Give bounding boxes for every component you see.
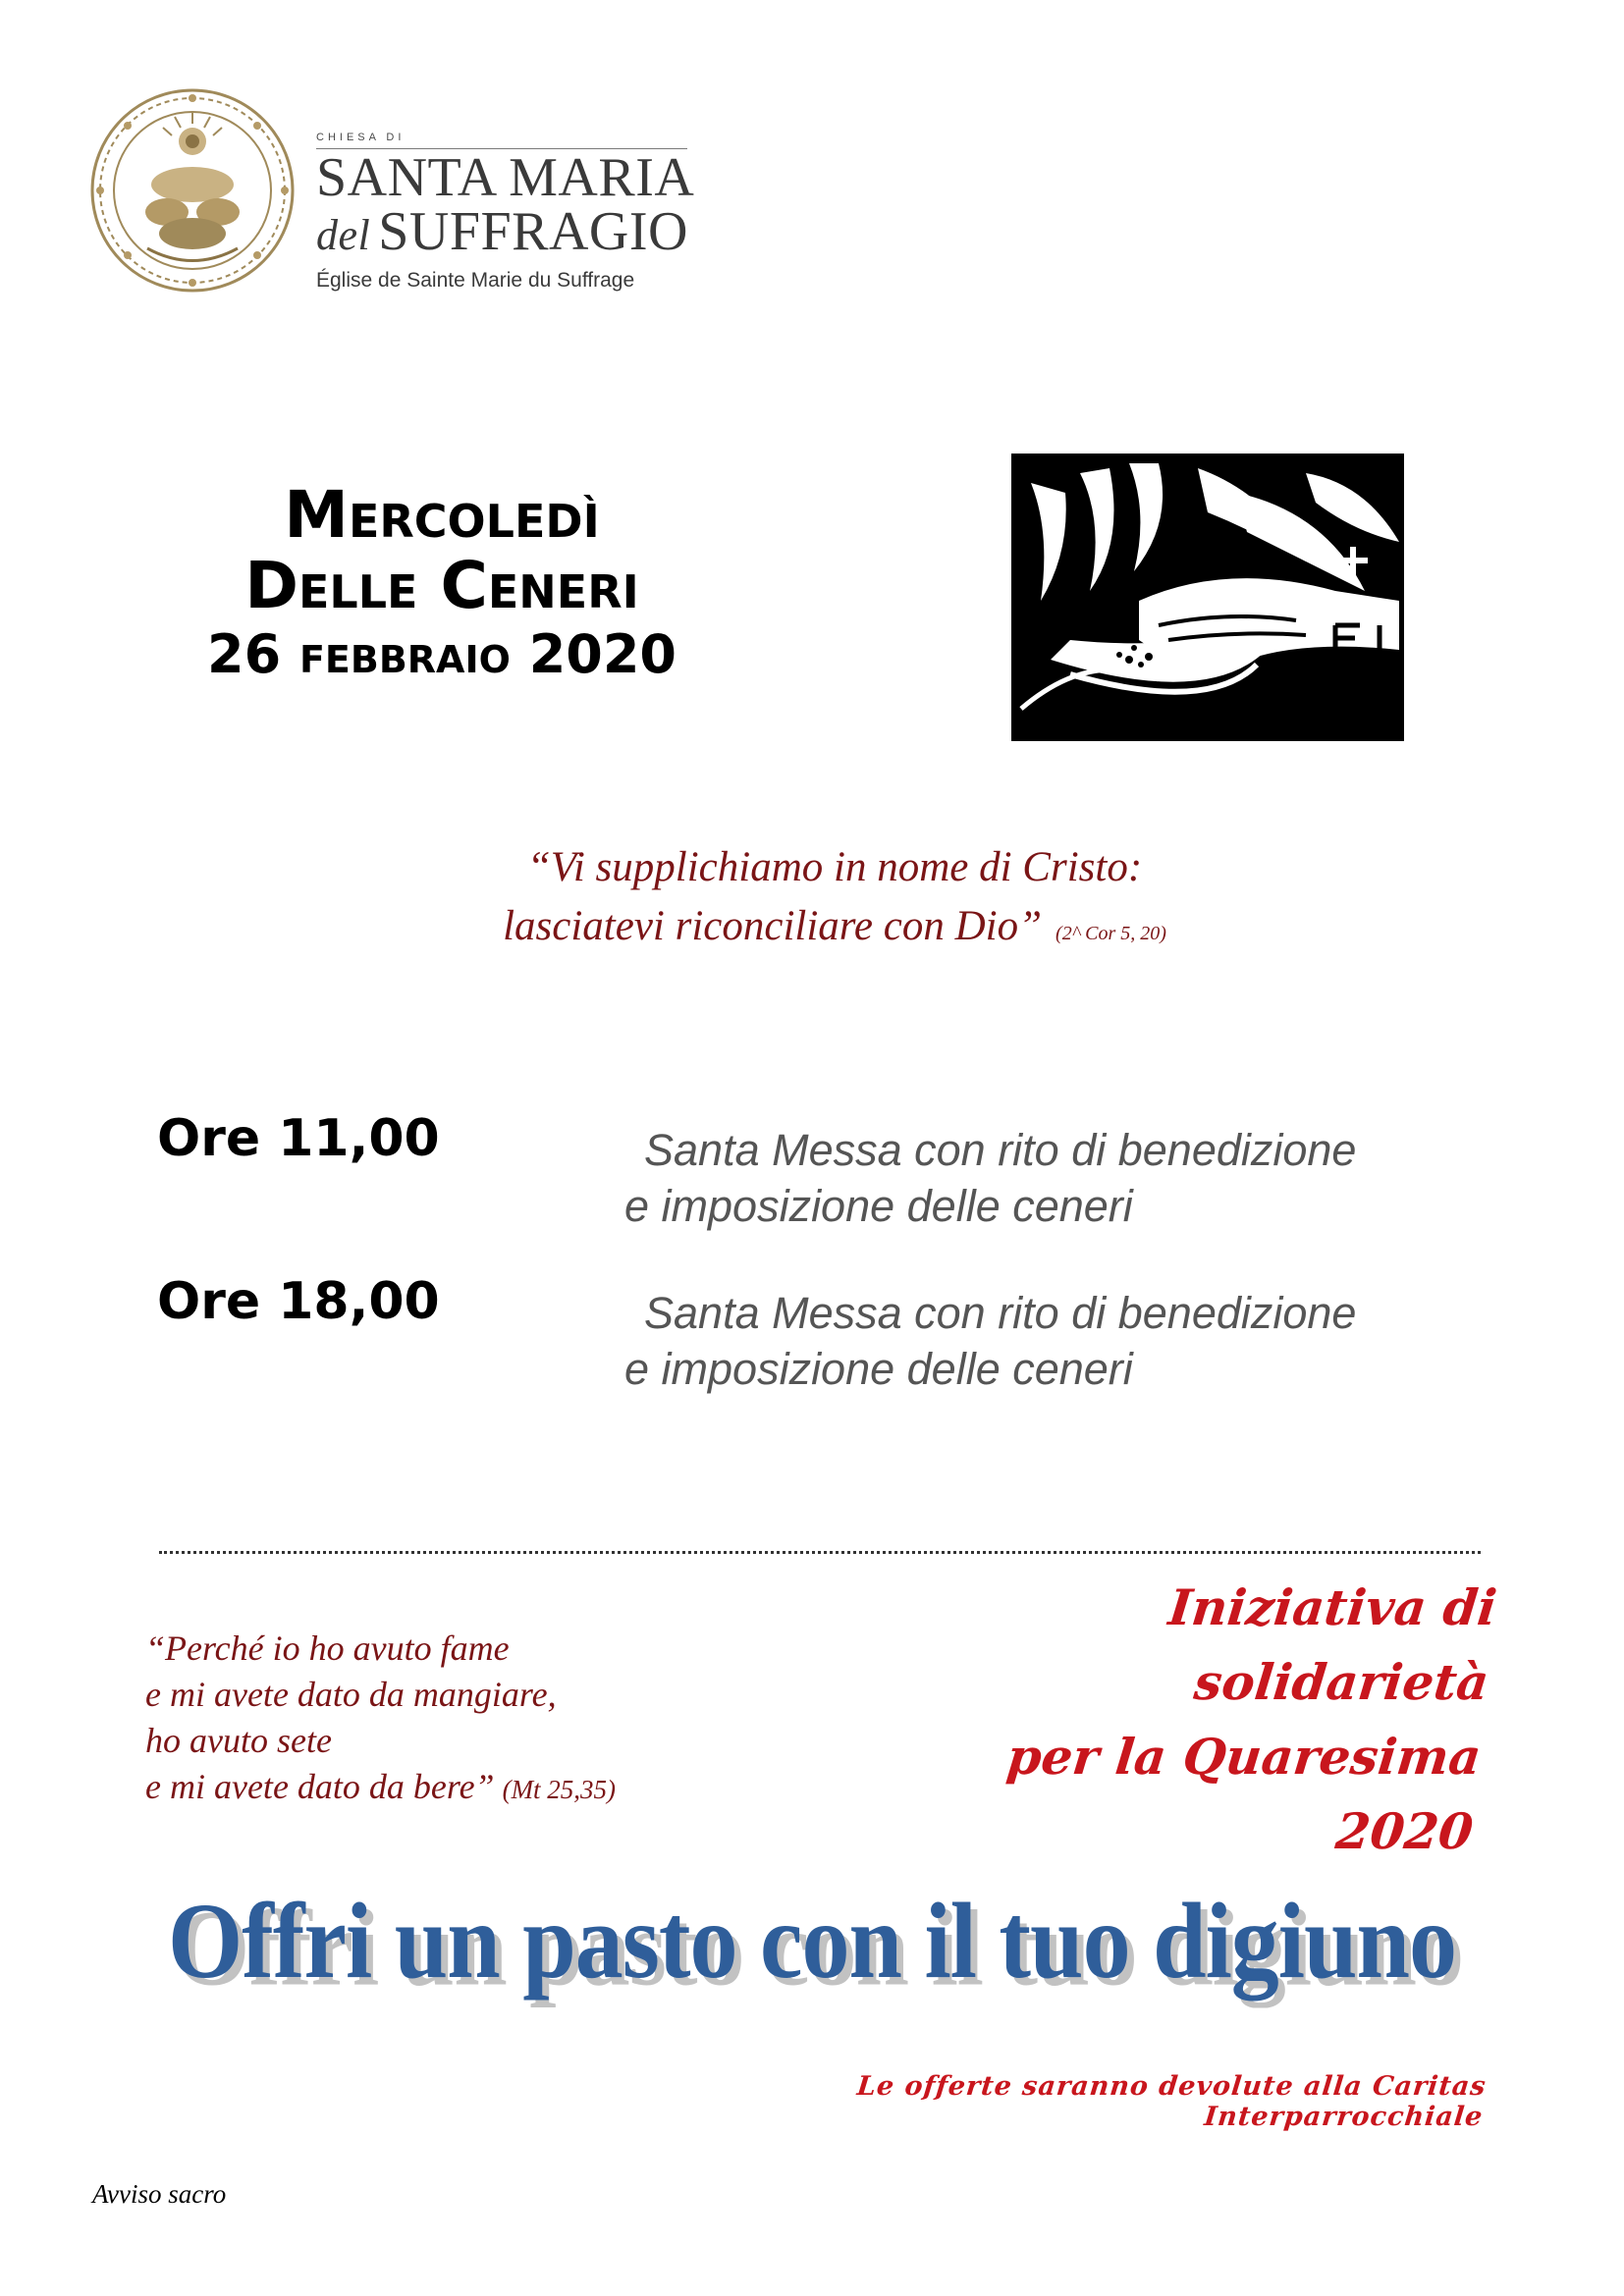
- title-line1: Mercoledì: [284, 477, 600, 553]
- quote-line1: “Vi supplichiamo in nome di Cristo:: [526, 844, 1143, 890]
- footer-notice: Avviso sacro: [92, 2179, 227, 2209]
- dotted-separator: [159, 1551, 1481, 1554]
- scripture-quote-gospel: [145, 1626, 852, 1813]
- schedule-desc-2-line1: Santa Messa con rito di benedizione: [644, 1288, 1357, 1338]
- logo-subtitle: Église de Sainte Marie du Suffrage: [316, 269, 635, 292]
- initiative-line1: Iniziativa di solidarietà: [1165, 1578, 1500, 1711]
- church-name-logo: [316, 132, 709, 293]
- gospel-line4: e mi avete dato da bere”: [145, 1767, 495, 1806]
- event-date: 26 febbraio 2020: [207, 623, 677, 685]
- logo-name-del: del: [316, 211, 371, 259]
- quote-line2-wrap: [295, 897, 1375, 963]
- church-seal-logo: [88, 86, 297, 294]
- gospel-line4-wrap: [145, 1764, 852, 1813]
- fasting-headline: Offri un pasto con il tuo digiuno: [167, 1882, 1457, 2002]
- schedule-desc-1: [624, 1122, 1356, 1234]
- logo-name-line1: SANTA MARIA: [316, 147, 695, 208]
- gospel-line2: e mi avete dato da mangiare,: [145, 1675, 557, 1714]
- scripture-quote-main: [295, 838, 1375, 963]
- schedule-desc-2-line2: e imposizione delle ceneri: [624, 1344, 1133, 1394]
- quote-line2: lasciatevi riconciliare con Dio”: [503, 903, 1043, 949]
- schedule-desc-2: [624, 1285, 1356, 1397]
- logo-prefix: CHIESA DI: [316, 132, 687, 149]
- event-title: [137, 477, 746, 687]
- schedule-desc-1-line2: e imposizione delle ceneri: [624, 1181, 1133, 1231]
- quote-reference: (2^ Cor 5, 20): [1056, 923, 1166, 944]
- schedule-time-1: Ore 11,00: [157, 1109, 440, 1168]
- gospel-reference: (Mt 25,35): [502, 1775, 617, 1804]
- title-line2: Delle Ceneri: [244, 548, 639, 623]
- logo-name-line2: [316, 201, 709, 263]
- schedule-time-2: Ore 18,00: [157, 1272, 440, 1331]
- offers-note: Le offerte saranno devolute alla Caritas Interparrocchiale: [855, 2071, 1489, 2132]
- gospel-line3: ho avuto sete: [145, 1721, 332, 1760]
- solidarity-initiative: [868, 1571, 1500, 1869]
- logo-name-suffragio: SUFFRAGIO: [378, 201, 688, 262]
- ashes-woodcut-image: [1011, 454, 1404, 741]
- seal-icon: [88, 86, 297, 294]
- gospel-line1: “Perché io ho avuto fame: [145, 1629, 510, 1668]
- schedule-desc-1-line1: Santa Messa con rito di benedizione: [644, 1125, 1357, 1175]
- initiative-line2: per la Quaresima 2020: [1003, 1728, 1485, 1860]
